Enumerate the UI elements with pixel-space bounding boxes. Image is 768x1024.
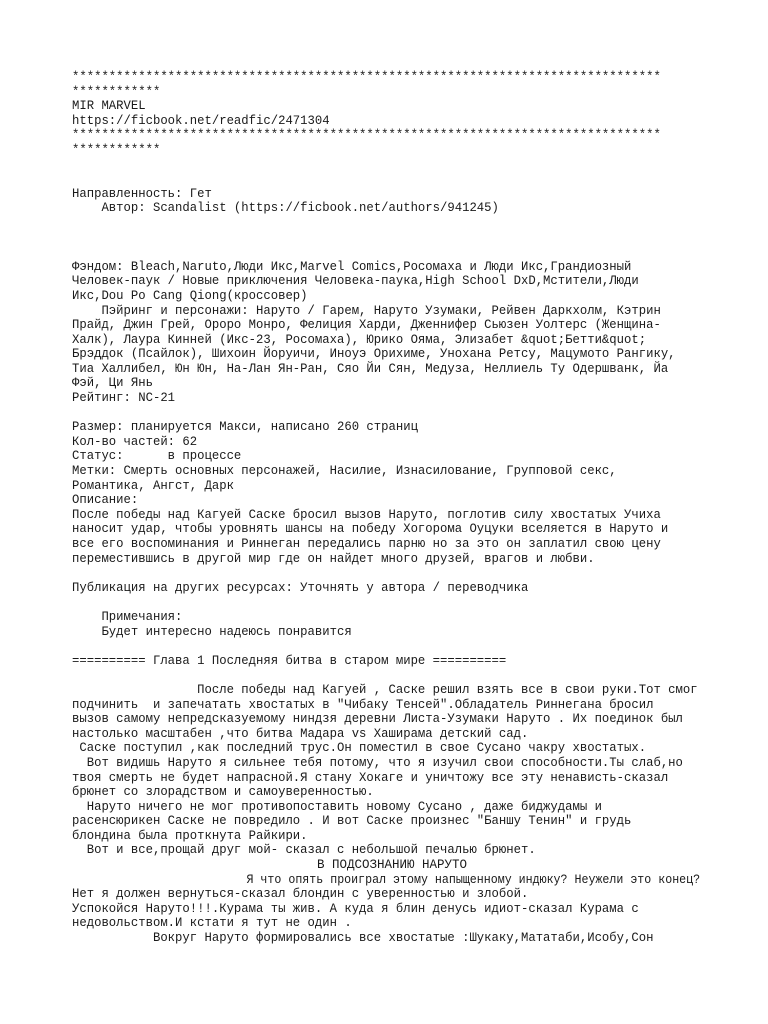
text-line: недовольством.И кстати я тут не один .	[72, 916, 352, 931]
text-line: Брэддок (Псайлок), Шихоин Йоруичи, Иноуэ Орихиме, Унохана Ретсу, Мацумото Рангику,	[72, 347, 676, 362]
blank-line	[72, 595, 700, 610]
blank-line	[72, 216, 700, 231]
text-line: ********************************************************************************	[72, 128, 661, 143]
text-line: В ПОДСОЗНАНИЮ НАРУТО	[316, 858, 468, 873]
blank-line	[72, 231, 700, 246]
text-line: Публикация на других ресурсах: Уточнять у автора / переводчика	[72, 580, 529, 595]
blank-line	[72, 158, 700, 173]
text-line: Романтика, Ангст, Дарк	[72, 478, 234, 493]
blank-line	[72, 172, 700, 187]
text-line: Размер: планируется Макси, написано 260 страниц	[72, 420, 418, 435]
text-line: Описание:	[72, 493, 139, 508]
text-line: настолько масштабен ,что битва Мадара vs Хаширама детский сад.	[72, 726, 529, 741]
text-line: Вот видишь Наруто я сильнее тебя потому, что я изучил свои способности.Ты слаб,но	[72, 755, 683, 770]
text-line: ========== Глава 1 Последняя битва в старом мире ==========	[72, 653, 507, 668]
text-line: Нет я должен вернуться-сказал блондин с уверенностью и злобой.	[72, 887, 529, 902]
text-line: блондина была проткнута Райкири.	[72, 828, 308, 843]
text-line: наносит удар, чтобы уровнять шансы на победу Хогорома Оуцуки вселяется в Наруто и	[72, 522, 669, 537]
document-text	[72, 70, 712, 946]
blank-line	[72, 566, 700, 581]
text-line: Прайд, Джин Грей, Ороро Монро, Фелиция Харди, Дженнифер Сьюзен Уолтерс (Женщина-	[72, 318, 661, 333]
text-line: Тиа Халлибел, Юн Юн, На-Лан Ян-Ран, Сяо Йи Сян, Медуза, Неллиель Ту Одершванк, Йа	[72, 361, 669, 376]
blank-line	[72, 245, 700, 260]
text-line: вызов самому непредсказуемому ниндзя деревни Листа-Узумаки Наруто . Их поединок был	[72, 712, 683, 727]
text-line: все его воспоминания и Риннеган передались парню но за это он заплатил свою цену	[72, 537, 661, 551]
text-line: Халк), Лаура Кинней (Икс-23, Росомаха), Юрико Ояма, Элизабет &quot;Бетти&quot;	[72, 332, 647, 347]
text-line: Я что опять проиграл этому напыщенному индюку? Неужели это конец?	[72, 872, 701, 887]
text-line: ************	[72, 84, 161, 99]
text-line: Примечания:	[72, 609, 183, 624]
text-line: Направленность: Гет	[72, 186, 212, 201]
text-line: Рейтинг: NC-21	[72, 391, 176, 406]
text-line: Вокруг Наруто формировались все хвостатые :Шукаку,Мататаби,Исобу,Сон	[72, 931, 654, 946]
blank-line	[72, 406, 700, 421]
text-line: Фэй, Ци Янь	[72, 376, 153, 391]
text-line: Пэйринг и персонажи: Наруто / Гарем, Наруто Узумаки, Рейвен Даркхолм, Кэтрин	[72, 303, 661, 318]
text-line: После победы над Кагуей , Саске решил взять все в свои руки.Тот смог	[72, 682, 698, 697]
text-line: подчинить и запечатать хвостатых в "Чибаку Тенсей".Обладатель Риннегана бросил	[72, 697, 654, 712]
text-line: Успокойся Наруто!!!.Курама ты жив. А куда я блин денусь идиот-сказал Курама с	[72, 901, 639, 916]
text-line: Метки: Смерть основных персонажей, Насилие, Изнасилование, Групповой секс,	[72, 464, 617, 479]
text-line: переместившись в другой мир где он найдет много друзей, врагов и любви.	[72, 551, 595, 566]
text-line: ************	[72, 142, 161, 157]
text-line: Кол-во частей: 62	[72, 434, 198, 449]
blank-line	[72, 668, 700, 683]
text-line: Будет интересно надеюсь понравится	[72, 624, 352, 639]
text-line: брюнет со злорадством и самоуверенностью.	[72, 785, 374, 800]
text-line: Наруто ничего не мог противопоставить новому Сусано , даже биджудамы и	[72, 799, 602, 814]
text-line: После победы над Кагуей Саске бросил вызов Наруто, поглотив силу хвостатых Учиха	[72, 507, 661, 522]
text-line: расенсюрикен Саске не повредило . И вот Саске произнес "Баншу Тенин" и грудь	[72, 814, 632, 829]
text-line: Саске поступил ,как последний трус.Он поместил в свое Сусано чакру хвостатых.	[72, 741, 647, 756]
text-line: Фэндом: Bleach,Naruto,Люди Икс,Marvel Comics,Росомаха и Люди Икс,Грандиозный	[72, 259, 632, 274]
text-line: MIR MARVEL	[72, 99, 146, 114]
text-line: Икс,Dou Po Cang Qiong(кроссовер)	[72, 288, 308, 303]
text-line: ********************************************************************************	[72, 70, 661, 84]
text-line: твоя смерть не будет напрасной.Я стану Хокаге и уничтожу все эту ненависть-сказал	[72, 770, 669, 785]
text-line: https://ficbook.net/readfic/2471304	[72, 113, 330, 128]
text-line: Автор: Scandalist (https://ficbook.net/authors/941245)	[72, 201, 499, 216]
blank-line	[72, 639, 700, 654]
document-page	[72, 70, 712, 946]
text-line: Статус: в процессе	[72, 449, 242, 464]
text-line: Человек-паук / Новые приключения Человека-паука,High School DxD,Мстители,Люди	[72, 274, 639, 289]
text-line: Вот и все,прощай друг мой- сказал с небольшой печалью брюнет.	[72, 843, 536, 858]
